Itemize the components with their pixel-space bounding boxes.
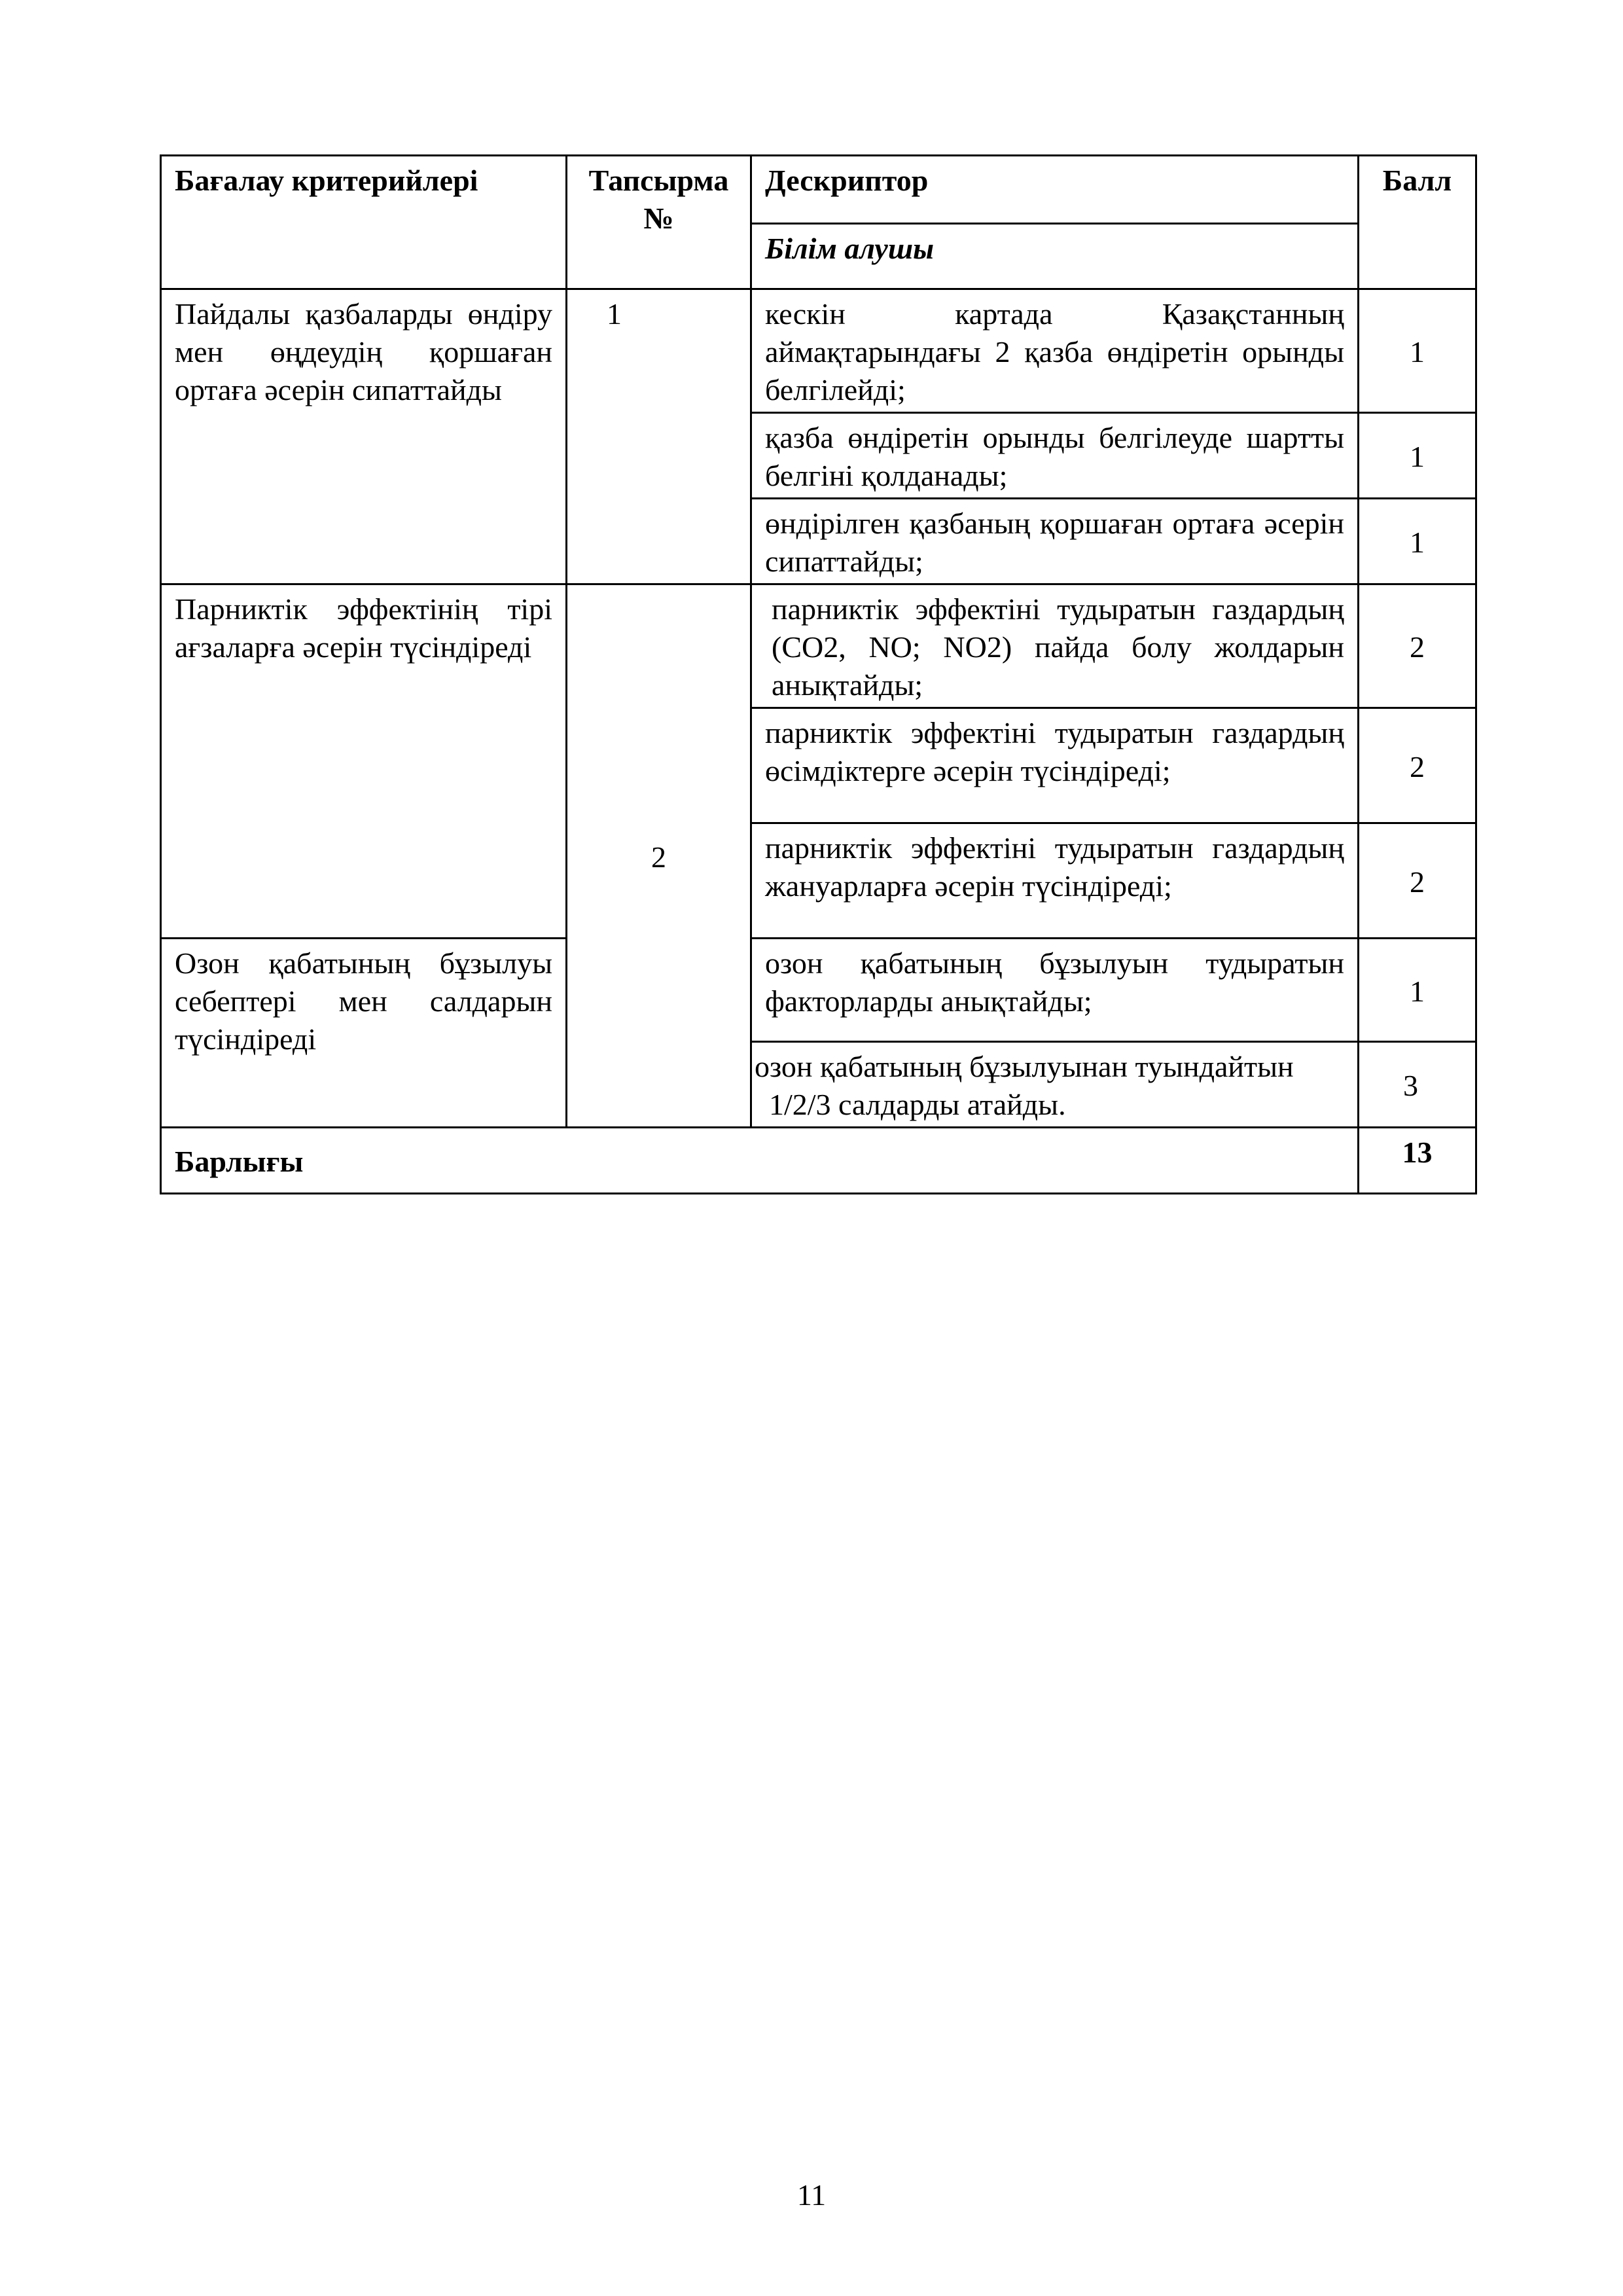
criterion-cell: Пайдалы қазбаларды өндіру мен өңдеудің қоршаған ортаға әсерін сипаттайды — [161, 289, 567, 584]
score-cell: 2 — [1359, 823, 1476, 939]
descriptor-line: озон қабатының бұзылуынан туындайтын — [755, 1050, 1294, 1083]
task-number-cell: 1 — [567, 289, 751, 584]
score-cell: 1 — [1359, 289, 1476, 413]
score-cell: 1 — [1359, 413, 1476, 499]
header-task-number-sign: № — [643, 202, 674, 235]
criterion-cell: Озон қабатының бұзылуы себептері мен салдарын түсіндіреді — [161, 939, 567, 1128]
descriptor-cell: парниктік эффектіні тудыратын газдардың (CO2, NO; NO2) пайда болу жолдарын анықтайды; — [751, 584, 1359, 708]
descriptor-cell: озон қабатының бұзылуын тудыратын факторларды анықтайды; — [751, 939, 1359, 1042]
score-cell: 2 — [1359, 708, 1476, 823]
header-learner: Білім алушы — [751, 224, 1359, 289]
page-number: 11 — [796, 2178, 827, 2212]
descriptor-cell: өндірілген қазбаның қоршаған ортаға әсерін сипаттайды; — [751, 499, 1359, 584]
header-score: Балл — [1359, 156, 1476, 289]
score-cell: 2 — [1359, 584, 1476, 708]
header-criteria: Бағалау критерийлері — [161, 156, 567, 289]
header-task-label: Тапсырма — [588, 164, 729, 197]
assessment-table — [160, 154, 1477, 1194]
total-score: 13 — [1359, 1128, 1476, 1194]
descriptor-line: 1/2/3 салдарды атайды. — [769, 1088, 1066, 1121]
score-cell: 1 — [1359, 499, 1476, 584]
score-cell: 3 — [1359, 1042, 1476, 1128]
score-cell: 1 — [1359, 939, 1476, 1042]
descriptor-cell: қазба өндіретін орынды белгілеуде шартты белгіні қолданады; — [751, 413, 1359, 499]
task-number-cell: 2 — [567, 584, 751, 1128]
descriptor-cell: парниктік эффектіні тудыратын газдардың өсімдіктерге әсерін түсіндіреді; — [751, 708, 1359, 823]
total-label: Барлығы — [161, 1128, 1359, 1194]
header-task — [567, 156, 751, 289]
descriptor-cell — [751, 1042, 1359, 1128]
descriptor-cell: кескін картада Қазақстанның аймақтарындағы 2 қазба өндіретін орынды белгілейді; — [751, 289, 1359, 413]
header-descriptor: Дескриптор — [751, 156, 1359, 224]
criterion-cell: Парниктік эффектінің тірі ағзаларға әсерін түсіндіреді — [161, 584, 567, 939]
descriptor-cell: парниктік эффектіні тудыратын газдардың жануарларға әсерін түсіндіреді; — [751, 823, 1359, 939]
